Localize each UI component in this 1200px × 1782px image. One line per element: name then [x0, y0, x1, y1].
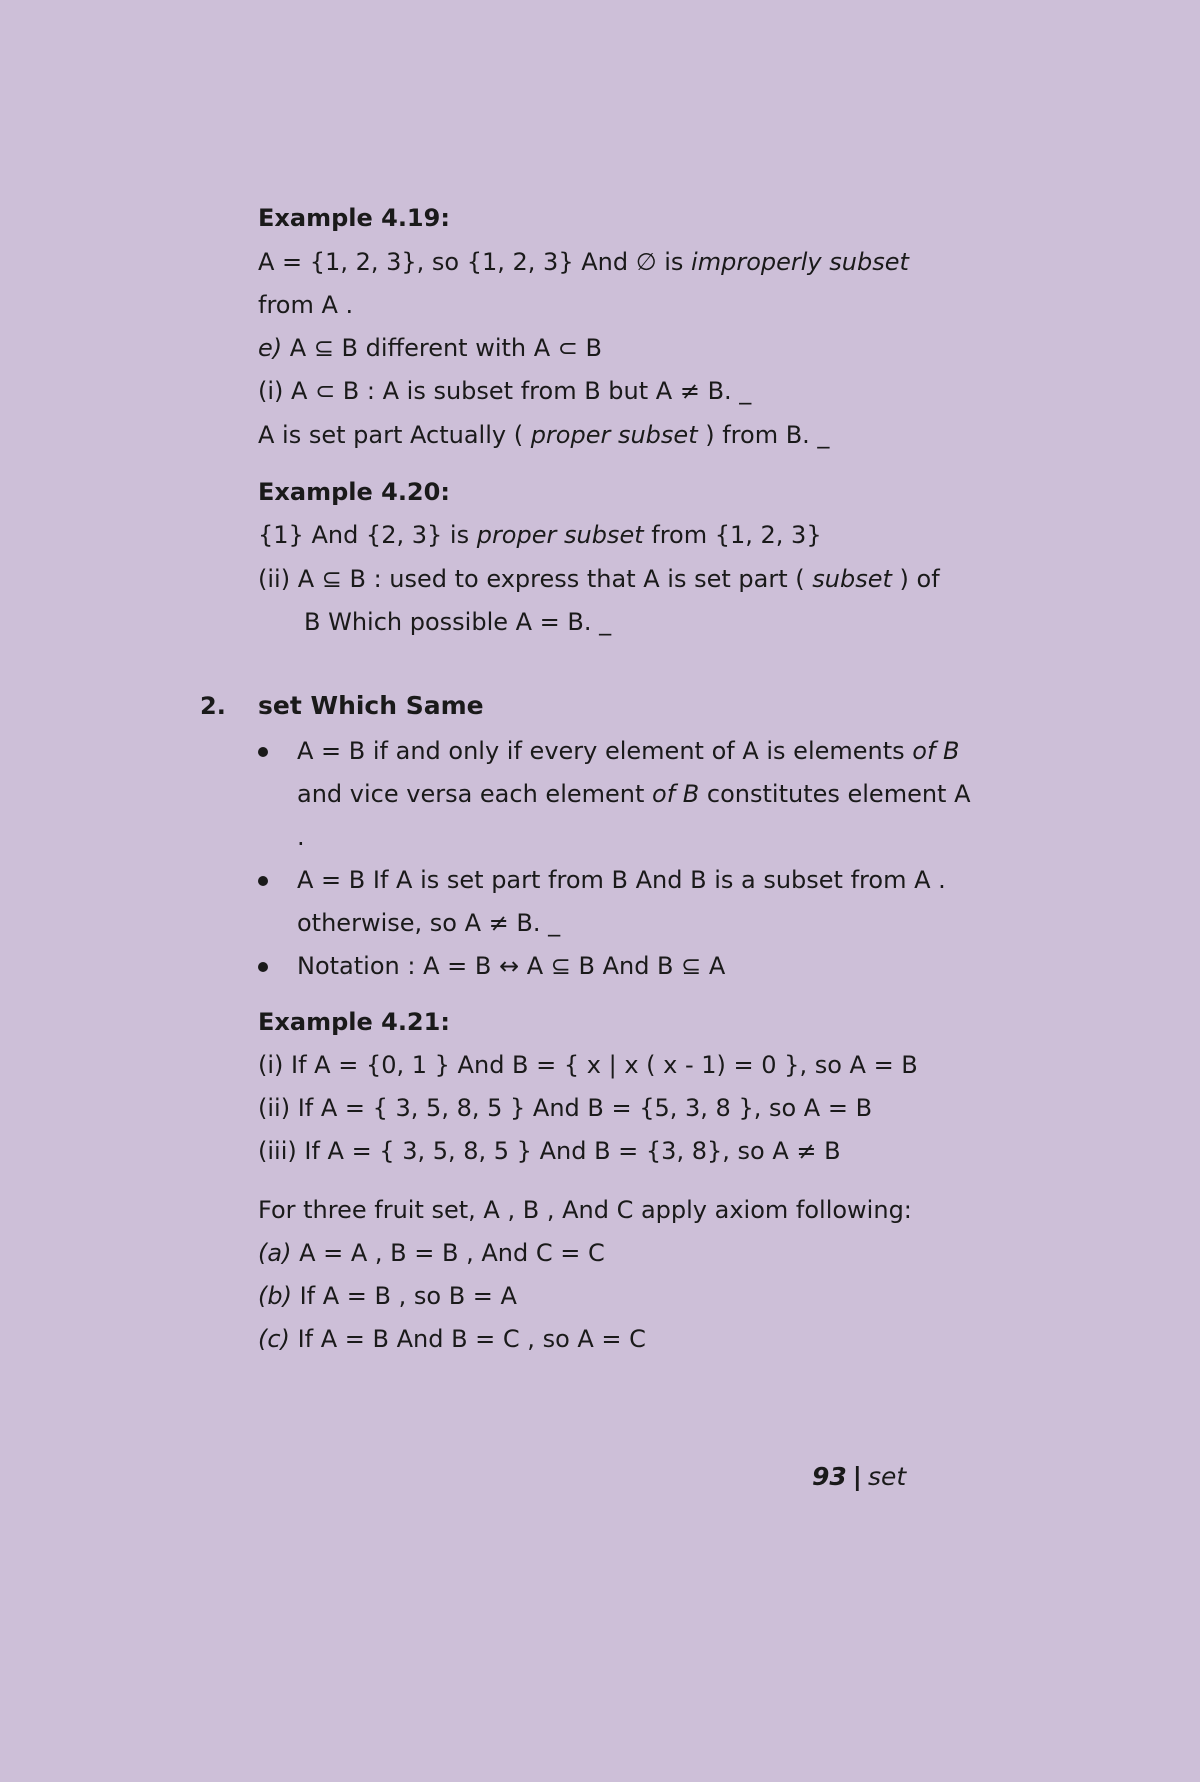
example-4-20-line-3: B Which possible A = B. _	[304, 608, 612, 636]
bullet-1-line-1: A = B if and only if every element of A is elements of B	[297, 737, 960, 765]
axiom-item-c: (c) If A = B And B = C , so A = C	[258, 1325, 646, 1353]
bullet-dot	[258, 747, 268, 757]
footer-section-label: set	[867, 1462, 907, 1491]
bullet-dot	[258, 876, 268, 886]
example-4-19-line-3: e) A ⊆ B different with A ⊂ B	[258, 334, 602, 362]
example-4-21-item-3: (iii) If A = { 3, 5, 8, 5 } And B = {3, 8}, so A ≠ B	[258, 1137, 841, 1165]
example-4-21-item-1: (i) If A = {0, 1 } And B = { x | x ( x - 1) = 0 }, so A = B	[258, 1051, 918, 1079]
example-4-21-item-2: (ii) If A = { 3, 5, 8, 5 } And B = {5, 3, 8 }, so A = B	[258, 1094, 873, 1122]
axiom-item-a: (a) A = A , B = B , And C = C	[258, 1239, 605, 1267]
page-number: 93	[812, 1462, 847, 1491]
example-4-19-heading: Example 4.19:	[258, 204, 450, 232]
example-4-19-line-5: A is set part Actually ( proper subset ) from B. _	[258, 421, 830, 449]
example-4-20-line-2: (ii) A ⊆ B : used to express that A is set part ( subset ) of	[258, 565, 940, 593]
page-footer	[812, 1462, 906, 1492]
bullet-dot	[258, 962, 268, 972]
section-title: set Which Same	[258, 691, 484, 720]
example-4-21-heading: Example 4.21:	[258, 1008, 450, 1036]
bullet-2-line-1: A = B If A is set part from B And B is a subset from A .	[297, 866, 946, 894]
example-4-19-line-1: A = {1, 2, 3}, so {1, 2, 3} And ∅ is improperly subset	[258, 248, 909, 276]
footer-separator: |	[852, 1462, 862, 1491]
axiom-item-b: (b) If A = B , so B = A	[258, 1282, 517, 1310]
example-4-20-line-1: {1} And {2, 3} is proper subset from {1, 2, 3}	[258, 521, 822, 549]
axioms-intro: For three fruit set, A , B , And C apply axiom following:	[258, 1196, 912, 1224]
example-4-19-line-4: (i) A ⊂ B : A is subset from B but A ≠ B. _	[258, 377, 752, 405]
example-4-19-line-2: from A .	[258, 291, 354, 319]
section-number: 2.	[200, 692, 226, 720]
bullet-3-line-1: Notation : A = B ↔ A ⊆ B And B ⊆ A	[297, 952, 726, 980]
bullet-1-line-2: and vice versa each element of B constitutes element A	[297, 780, 971, 808]
bullet-2-line-2: otherwise, so A ≠ B. _	[297, 909, 561, 937]
bullet-1-line-3: .	[297, 823, 305, 851]
example-4-20-heading: Example 4.20:	[258, 478, 450, 506]
